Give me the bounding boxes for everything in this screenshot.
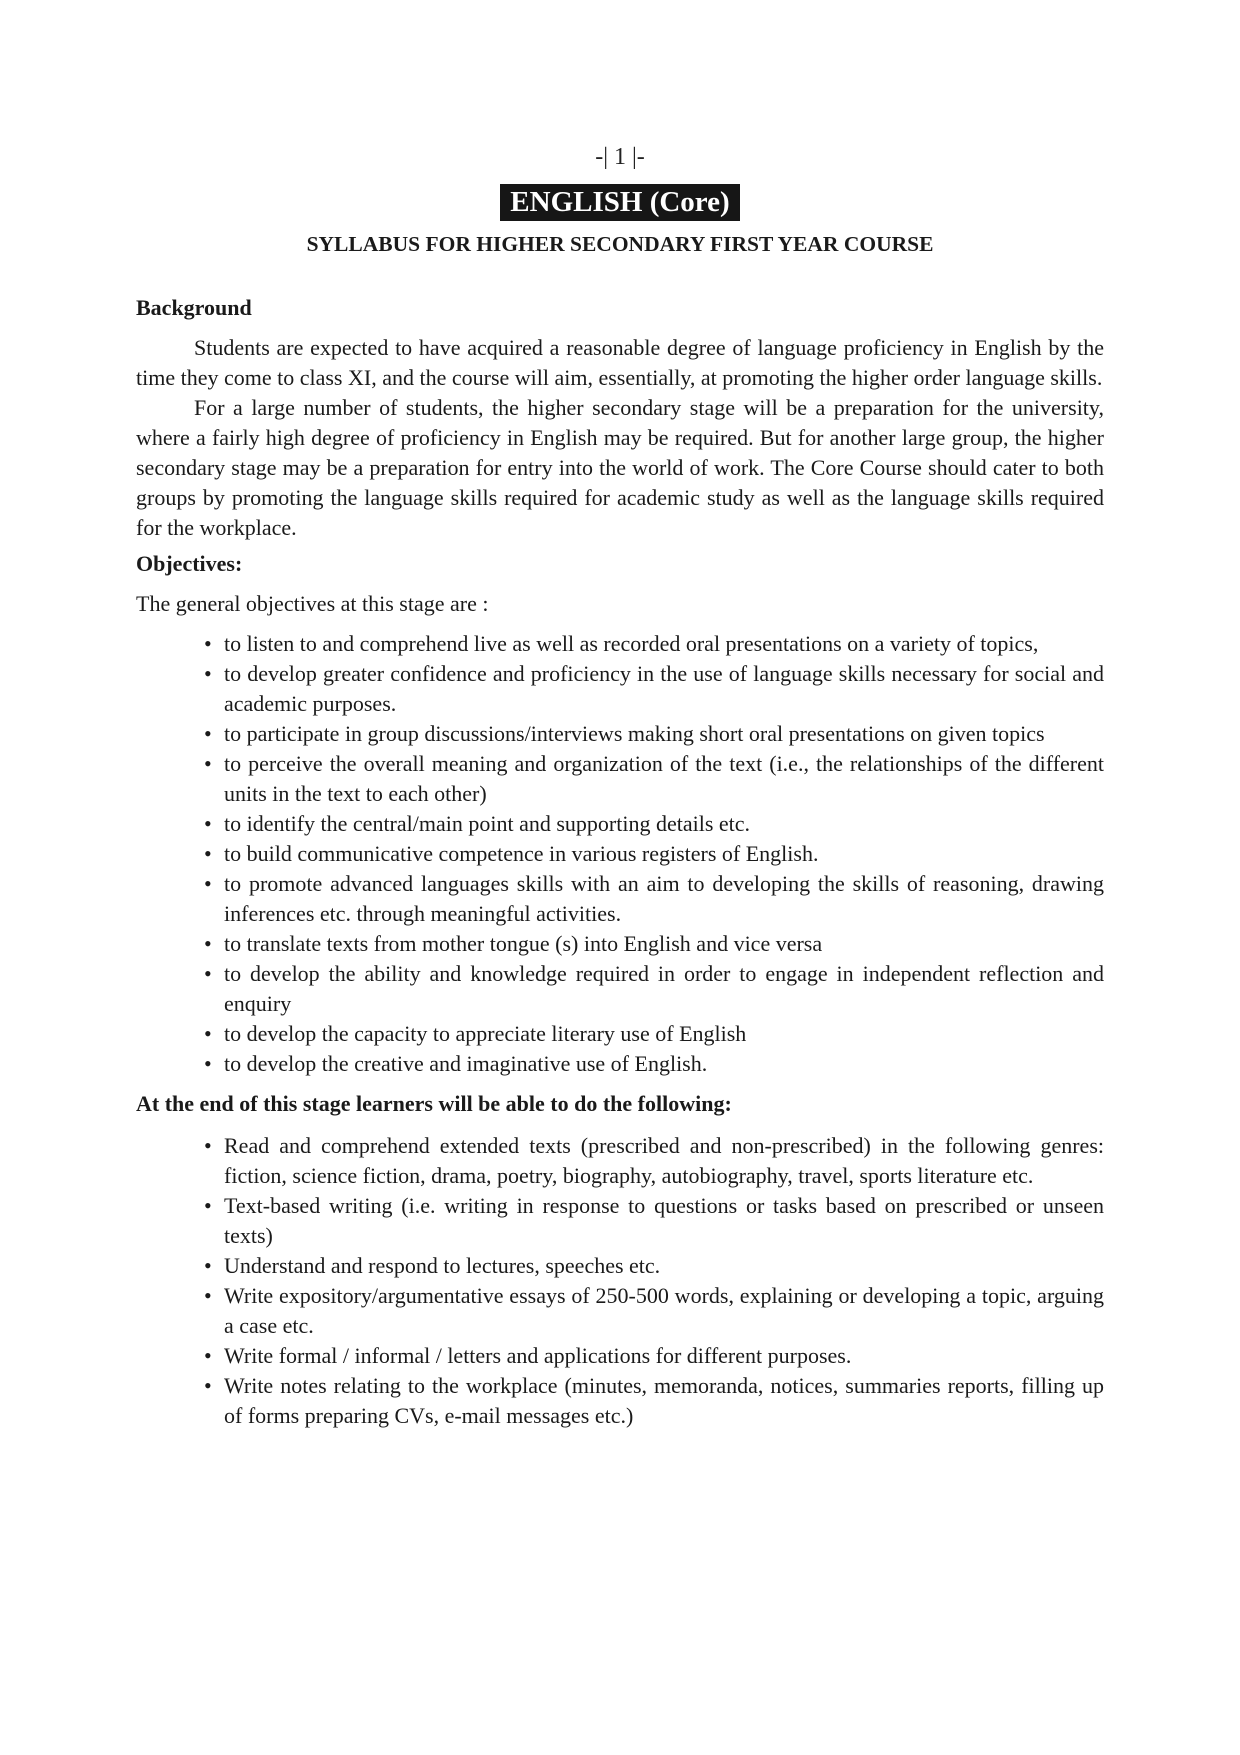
page-number: -| 1 |- <box>595 144 645 170</box>
bullet-icon: • <box>204 871 212 896</box>
list-item: • Text-based writing (i.e. writing in response to questions or tasks based on prescribed or unseen texts) <box>204 1193 1104 1248</box>
background-paragraph-2: For a large number of students, the higher secondary stage will be a preparation for the university, where a fairly high degree of proficiency in English may be required. But for another large group, the higher secondary stage may be a preparation for entry into the world of work. The Core Course should cater to both groups by promoting the language skills required for academic study as well as the language skills required for the workplace. <box>136 395 1104 540</box>
list-item: • to develop the creative and imaginative use of English. <box>224 1049 1104 1079</box>
list-item: • to develop the capacity to appreciate literary use of English <box>224 1019 1104 1049</box>
list-item: • Read and comprehend extended texts (prescribed and non-prescribed) in the following genres: fiction, science fiction, drama, poetry, biography, autobiography, travel, sports literature etc. <box>204 1133 1104 1188</box>
list-item: • to develop greater confidence and proficiency in the use of language skills necessary for social and academic purposes. <box>204 661 1104 716</box>
bullet-icon: • <box>204 1021 212 1046</box>
list-item: • to promote advanced languages skills with an aim to developing the skills of reasoning, drawing inferences etc. through meaningful activities. <box>204 871 1104 926</box>
bullet-icon: • <box>204 751 212 776</box>
list-item: • to identify the central/main point and supporting details etc. <box>224 809 1104 839</box>
title-block <box>136 184 1104 221</box>
bullet-icon: • <box>204 961 212 986</box>
objectives-intro: The general objectives at this stage are : <box>136 591 489 616</box>
bullet-icon: • <box>204 1253 212 1278</box>
background-paragraph-1: Students are expected to have acquired a reasonable degree of language proficiency in English by the time they come to class XI, and the course will aim, essentially, at promoting the higher order language skills. <box>136 335 1104 390</box>
bullet-icon: • <box>204 1133 212 1158</box>
list-item: • to develop the ability and knowledge required in order to engage in independent reflection and enquiry <box>204 961 1104 1016</box>
bullet-icon: • <box>204 661 212 686</box>
list-item: • Write formal / informal / letters and applications for different purposes. <box>224 1341 1104 1371</box>
objectives-list <box>136 629 1104 1079</box>
bullet-icon: • <box>204 811 212 836</box>
bullet-icon: • <box>204 721 212 746</box>
bullet-icon: • <box>204 931 212 956</box>
bullet-icon: • <box>204 1283 212 1308</box>
bullet-icon: • <box>204 1343 212 1368</box>
background-heading: Background <box>136 295 252 320</box>
document-title: ENGLISH (Core) <box>500 184 739 221</box>
bullet-icon: • <box>204 1051 212 1076</box>
document-page <box>136 142 1104 1431</box>
outcomes-heading: At the end of this stage learners will be able to do the following: <box>136 1091 732 1116</box>
objectives-heading: Objectives: <box>136 551 243 576</box>
bullet-icon: • <box>204 1373 212 1398</box>
bullet-icon: • <box>204 1193 212 1218</box>
list-item: • Understand and respond to lectures, speeches etc. <box>224 1251 1104 1281</box>
list-item: • to listen to and comprehend live as well as recorded oral presentations on a variety of topics, <box>224 629 1104 659</box>
bullet-icon: • <box>204 631 212 656</box>
bullet-icon: • <box>204 841 212 866</box>
list-item: • Write notes relating to the workplace (minutes, memoranda, notices, summaries reports, filling up of forms preparing CVs, e-mail messages etc.) <box>204 1373 1104 1428</box>
list-item: • to translate texts from mother tongue (s) into English and vice versa <box>224 929 1104 959</box>
outcomes-list <box>136 1131 1104 1431</box>
list-item: • to build communicative competence in various registers of English. <box>224 839 1104 869</box>
list-item: • to participate in group discussions/interviews making short oral presentations on given topics <box>224 719 1104 749</box>
document-subtitle: SYLLABUS FOR HIGHER SECONDARY FIRST YEAR COURSE <box>306 232 934 256</box>
list-item: • Write expository/argumentative essays of 250-500 words, explaining or developing a topic, arguing a case etc. <box>204 1283 1104 1338</box>
list-item: • to perceive the overall meaning and organization of the text (i.e., the relationships of the different units in the text to each other) <box>204 751 1104 806</box>
